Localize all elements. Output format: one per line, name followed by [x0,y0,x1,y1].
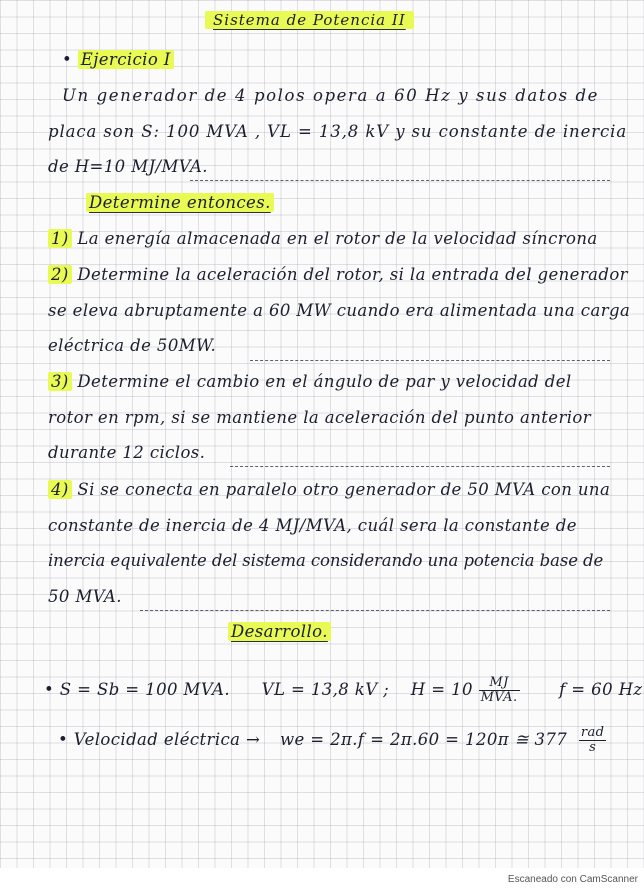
title-line [205,10,414,29]
givens-line [44,676,643,705]
scanner-watermark: Escaneado con CamScanner [507,874,638,885]
item-3-line-1 [48,372,572,391]
given-vl: VL = 13,8 kV ; [261,680,390,699]
item-2-line-3: eléctrica de 50MW. [48,336,217,355]
item-1-line-1 [48,229,598,248]
item-4-line-4: 50 MVA. [48,587,122,606]
exercise-heading-line [62,50,174,69]
velocity-formula: we = 2π.f = 2π.60 = 120π ≅ 377 [279,730,568,749]
bullet: • [58,730,74,749]
item-4-line-1 [48,480,610,499]
dashed-rule [250,360,610,361]
velocity-unit [579,726,607,755]
item-3-number: 3) [48,372,72,391]
given-h-unit [479,676,520,705]
page-title: Sistema de Potencia II [205,11,414,29]
problem-line-3: de H=10 MJ/MVA. [48,157,208,176]
velocity-unit-num: rad [580,725,605,740]
dashed-rule [140,610,610,611]
item-2-line-2: se eleva abruptamente a 60 MW cuando era alimentada una carga [48,301,631,320]
determine-heading-line [86,193,274,212]
item-3-line-3: durante 12 ciclos. [48,443,206,462]
item-3-line-2: rotor en rpm, si se mantiene la aceleración del punto anterior [48,408,592,427]
item-1-text: La energía almacenada en el rotor de la velocidad síncrona [77,229,598,248]
dashed-rule [190,180,610,181]
determine-heading: Determine entonces. [86,193,274,212]
item-2-line-1 [48,265,628,284]
bullet: • [44,680,60,699]
item-4-line-3: inercia equivalente del sistema considerando una potencia base de [48,551,604,570]
dashed-rule [230,466,610,467]
velocity-label: Velocidad eléctrica → [73,730,261,749]
item-4-number: 4) [48,480,72,499]
development-heading-line [228,622,331,641]
given-f: f = 60 Hz [559,680,643,699]
development-heading: Desarrollo. [228,622,331,641]
item-2-text: Determine la aceleración del rotor, si la entrada del generador [77,265,628,284]
given-h-unit-num: MJ [479,676,520,691]
given-s: S = Sb = 100 MVA. [59,680,230,699]
problem-line-2: placa son S: 100 MVA , VL = 13,8 kV y su constante de inercia [48,122,628,141]
item-4-line-2: constante de inercia de 4 MJ/MVA, cuál sera la constante de [48,516,577,535]
item-4-text: Si se conecta en paralelo otro generador de 50 MVA con una [77,480,611,499]
exercise-heading: Ejercicio I [78,50,174,69]
problem-line-1: Un generador de 4 polos opera a 60 Hz y sus datos de [62,86,600,105]
bullet: • [62,50,78,69]
given-h: H = 10 [410,680,473,699]
item-2-number: 2) [48,265,72,284]
velocity-line [58,726,606,755]
item-1-number: 1) [48,229,72,248]
item-3-text: Determine el cambio en el ángulo de par y velocidad del [77,372,572,391]
velocity-unit-den: s [589,740,597,755]
given-h-unit-den: MVA. [480,690,518,705]
